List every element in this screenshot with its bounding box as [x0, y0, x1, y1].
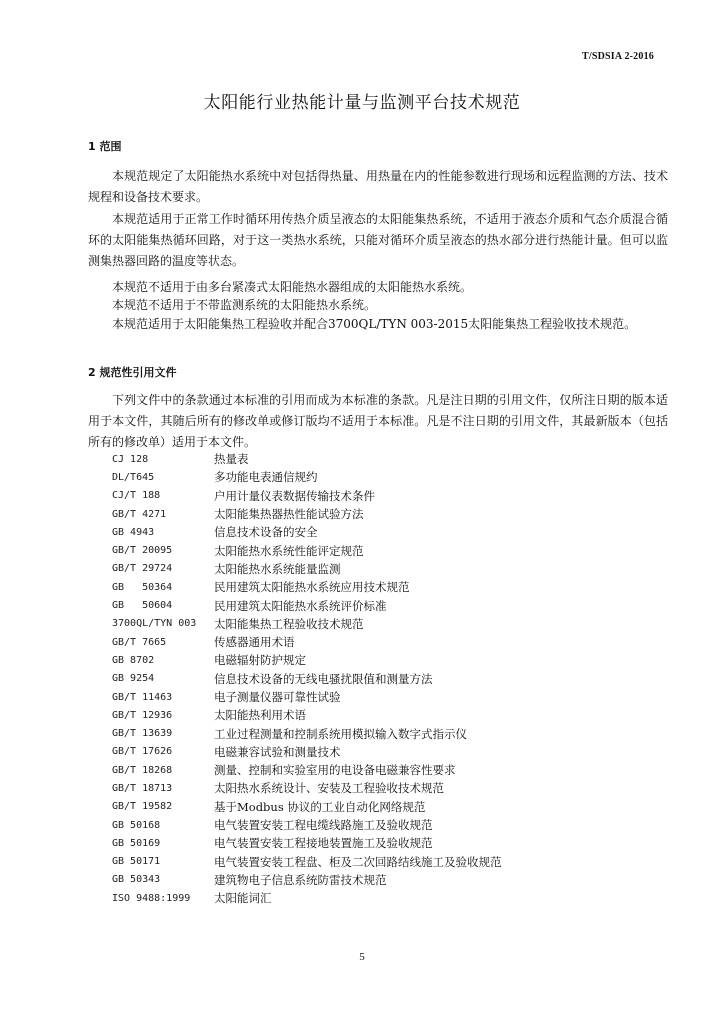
- reference-code: GB 50171: [112, 856, 161, 868]
- reference-code: GB 50169: [112, 837, 161, 849]
- page-number: 5: [359, 951, 365, 963]
- references-intro-paragraph: 下列文件中的条款通过本标准的引用而成为本标准的条款。凡是注日期的引用文件，仅所注日期的版本适用于本文件，其随后所有的修改单或修订版均不适用于本标准。凡是不注日期的引用文件，其最新版本（包括所有的修改单）适用于本文件。: [88, 393, 668, 450]
- reference-code: 3700QL/TYN 003: [112, 618, 197, 630]
- reference-code: GB/T 13639: [112, 728, 173, 740]
- reference-code: GB/T 19582: [112, 801, 173, 813]
- scope-paragraph-2: 本规范适用于正常工作时循环用传热介质呈液态的太阳能集热系统，不适用于液态介质和气态介质混合循环的太阳能集热循环回路，对于这一类热水系统，只能对循环介质呈液态的热水部分进行热能计量。但可以监测集热器回路的温度等状态。: [88, 212, 668, 269]
- reference-code: GB/T 29724: [112, 563, 173, 575]
- reference-name: 多功能电表通信规约: [214, 470, 318, 485]
- reference-code: GB 50364: [112, 581, 173, 593]
- reference-row: [112, 450, 502, 468]
- document-title: 太阳能行业热能计量与监测平台技术规范: [203, 93, 521, 113]
- reference-code: GB 50168: [112, 819, 161, 831]
- reference-code: GB/T 20095: [112, 545, 173, 557]
- reference-row: [112, 853, 502, 871]
- reference-name: 太阳能热水系统性能评定规范: [214, 543, 364, 558]
- reference-name: 太阳能集热工程验收技术规范: [214, 616, 364, 631]
- reference-row: [112, 633, 502, 651]
- reference-code: CJ/T 188: [112, 490, 161, 502]
- scope-paragraph-3: 本规范不适用于由多台紧凑式太阳能热水器组成的太阳能热水系统。: [112, 280, 473, 294]
- reference-row: [112, 724, 502, 742]
- reference-code: GB/T 17626: [112, 746, 173, 758]
- reference-name: 太阳能热利用术语: [214, 708, 306, 723]
- reference-name: 电磁兼容试验和测量技术: [214, 744, 341, 759]
- reference-code: GB 50604: [112, 600, 173, 612]
- reference-row: [112, 871, 502, 889]
- reference-row: [112, 578, 502, 596]
- reference-row: [112, 487, 502, 505]
- reference-name: 信息技术设备的安全: [214, 525, 318, 540]
- reference-row: [112, 834, 502, 852]
- reference-name: 太阳热水系统设计、安装及工程验收技术规范: [214, 781, 444, 796]
- reference-code: GB 50343: [112, 874, 161, 886]
- reference-code: GB 4943: [112, 526, 155, 538]
- reference-row: [112, 596, 502, 614]
- reference-name: 测量、控制和实验室用的电设备电磁兼容性要求: [214, 763, 456, 778]
- reference-code: GB/T 7665: [112, 636, 167, 648]
- reference-name: 民用建筑太阳能热水系统评价标准: [214, 598, 387, 613]
- reference-row: [112, 541, 502, 559]
- reference-name: 电气装置安装工程接地装置施工及验收规范: [214, 836, 433, 851]
- scope-paragraph-4: 本规范不适用于不带监测系统的太阳能热水系统。: [112, 298, 377, 312]
- reference-code: GB/T 4271: [112, 508, 167, 520]
- reference-row: [112, 706, 502, 724]
- reference-row: [112, 615, 502, 633]
- reference-row: [112, 889, 502, 907]
- reference-name: 电气装置安装工程电缆线路施工及验收规范: [214, 818, 433, 833]
- reference-name: 信息技术设备的无线电骚扰限值和测量方法: [214, 671, 433, 686]
- reference-row: [112, 523, 502, 541]
- reference-name: 电磁辐射防护规定: [214, 653, 306, 668]
- reference-row: [112, 816, 502, 834]
- reference-row: [112, 651, 502, 669]
- reference-code: GB/T 18268: [112, 764, 173, 776]
- scope-paragraph-1: 本规范规定了太阳能热水系统中对包括得热量、用热量在内的性能参数进行现场和远程监测的方法、技术规程和设备技术要求。: [88, 169, 668, 205]
- reference-row: [112, 688, 502, 706]
- reference-code: GB/T 18713: [112, 782, 173, 794]
- reference-name: 民用建筑太阳能热水系统应用技术规范: [214, 580, 410, 595]
- reference-name: 电子测量仪器可靠性试验: [214, 690, 341, 704]
- reference-name: 太阳能集热器热性能试验方法: [214, 507, 364, 522]
- reference-row: [112, 468, 502, 486]
- reference-name: 太阳能词汇: [214, 891, 272, 906]
- reference-name: 太阳能热水系统能量监测: [214, 561, 341, 576]
- reference-list: [112, 450, 502, 907]
- reference-name: 建筑物电子信息系统防雷技术规范: [214, 872, 387, 887]
- reference-code: GB/T 11463: [112, 691, 173, 703]
- reference-name: 基于Modbus 协议的工业自动化网络规范: [214, 799, 426, 814]
- reference-row: [112, 798, 502, 816]
- reference-code: ISO 9488:1999: [112, 892, 191, 904]
- reference-name: 传感器通用术语: [214, 635, 295, 650]
- reference-code: DL/T645: [112, 471, 155, 483]
- reference-row: [112, 560, 502, 578]
- reference-code: CJ 128: [112, 453, 149, 465]
- reference-name: 户用计量仪表数据传输技术条件: [214, 488, 375, 503]
- section-2-heading: 2 规范性引用文件: [88, 366, 177, 379]
- reference-row: [112, 743, 502, 761]
- reference-row: [112, 779, 502, 797]
- standard-code: T/SDSIA 2-2016: [582, 51, 654, 62]
- reference-code: GB/T 12936: [112, 709, 173, 721]
- reference-code: GB 9254: [112, 673, 155, 685]
- reference-row: [112, 761, 502, 779]
- scope-paragraph-5: 本规范适用于太阳能集热工程验收并配合3700QL/TYN 003-2015太阳能集热工程验收技术规范。: [112, 317, 637, 331]
- section-1-heading: 1 范围: [88, 140, 122, 153]
- reference-row: [112, 505, 502, 523]
- reference-name: 热量表: [214, 452, 249, 467]
- reference-name: 工业过程测量和控制系统用模拟输入数字式指示仪: [214, 726, 467, 741]
- reference-name: 电气装置安装工程盘、柜及二次回路结线施工及验收规范: [214, 854, 502, 869]
- reference-row: [112, 670, 502, 688]
- reference-code: GB 8702: [112, 654, 155, 666]
